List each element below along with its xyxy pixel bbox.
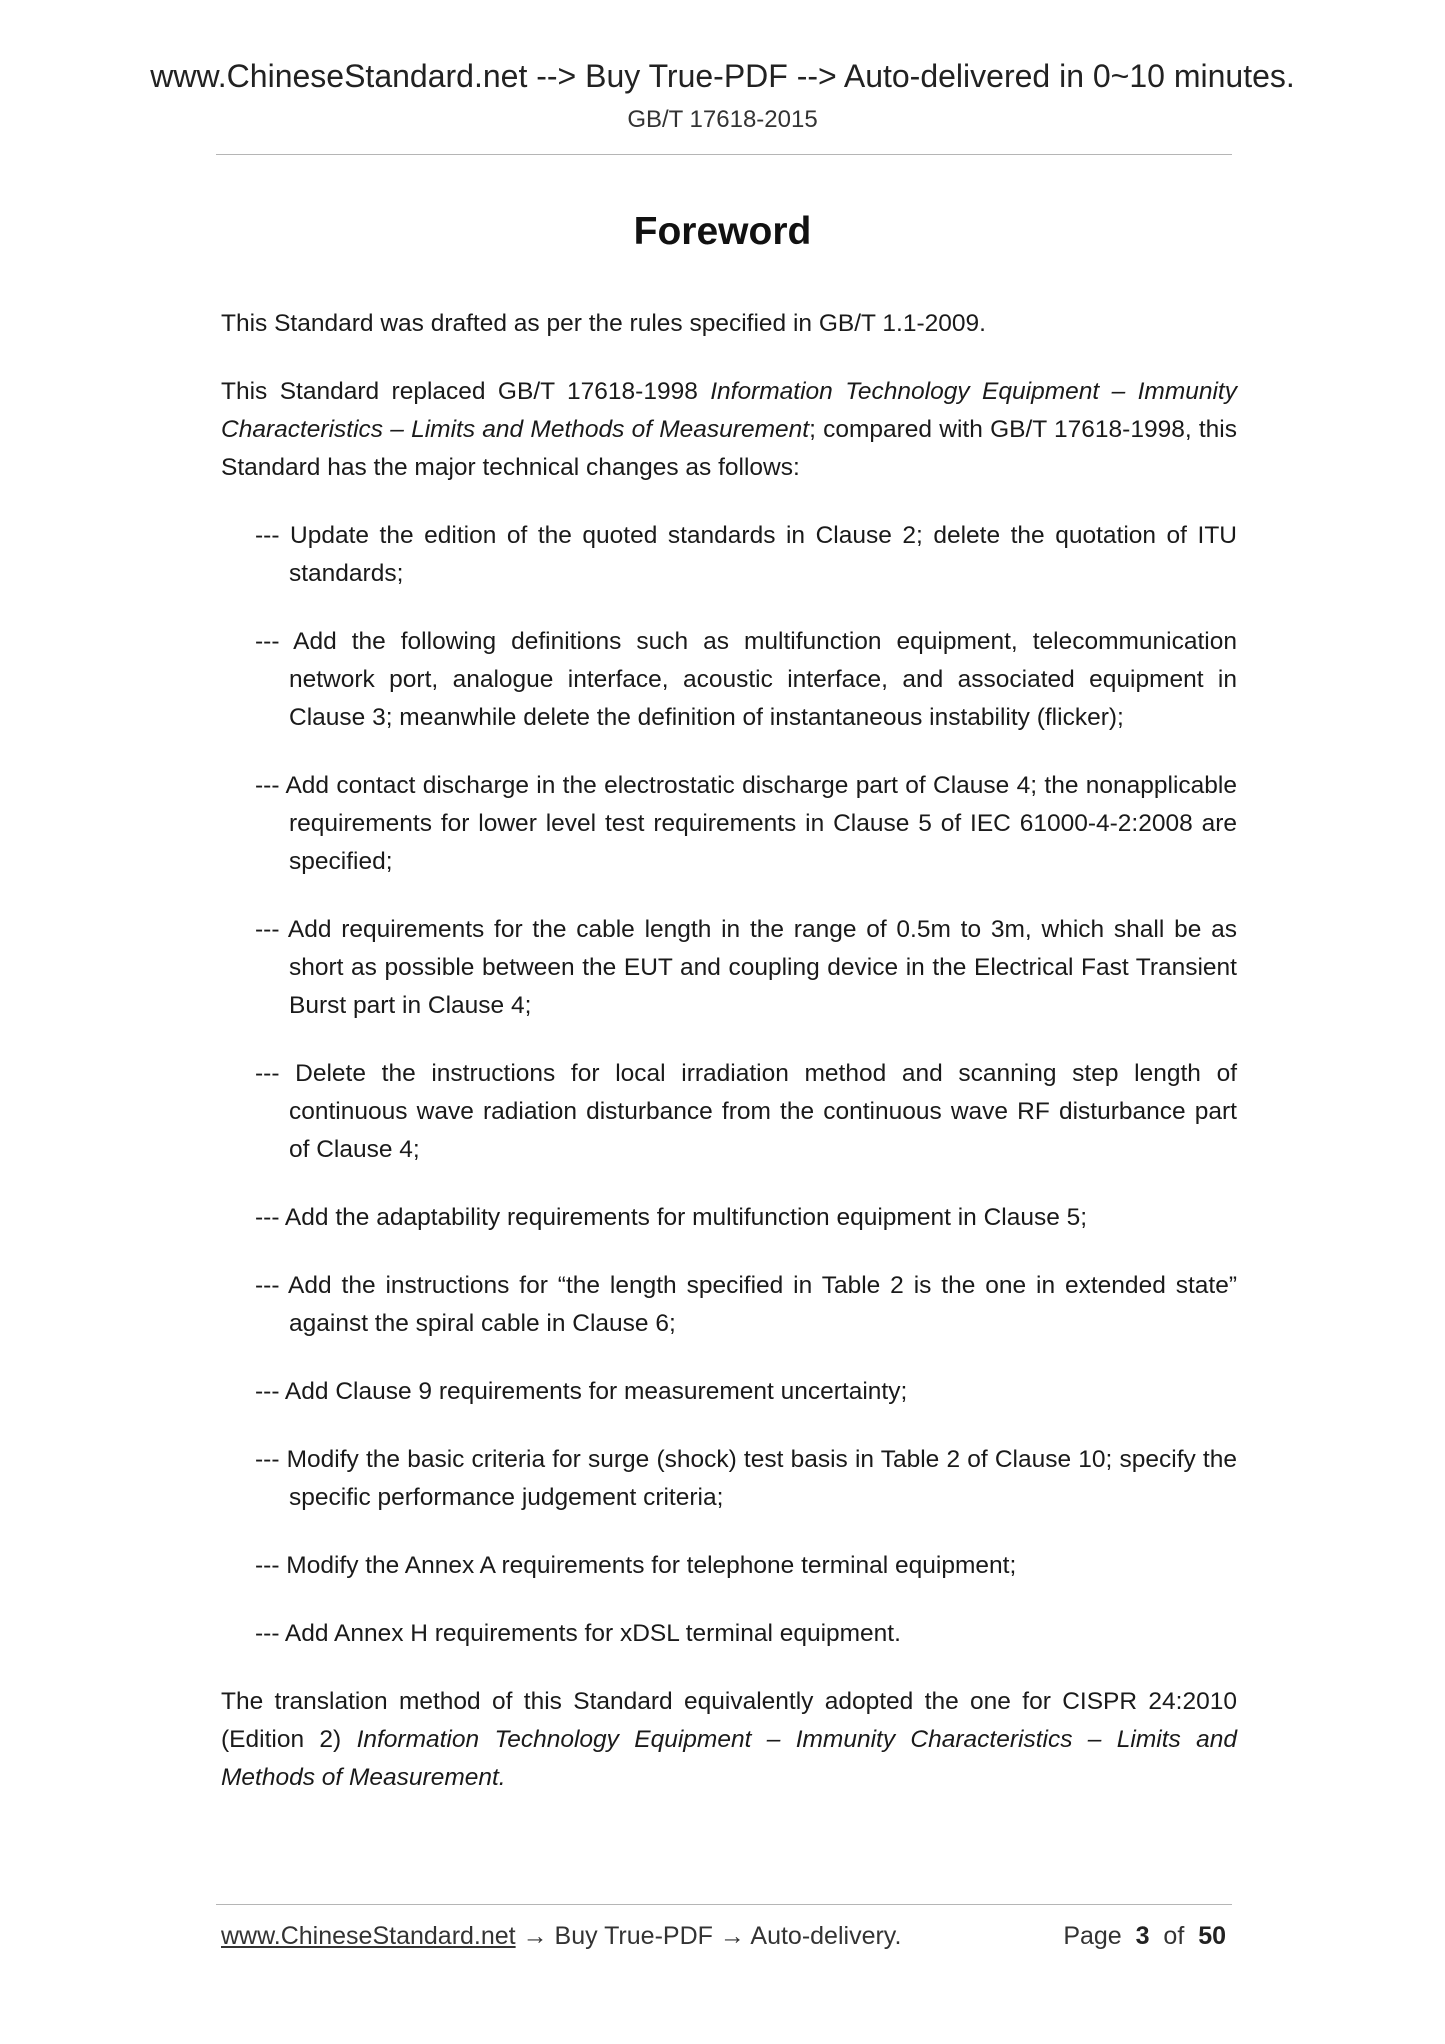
change-item: --- Delete the instructions for local irradiation method and scanning step length of continuous wave radiation disturbance from the continuous wave RF disturbance part of Clause 4; xyxy=(255,1060,1237,1163)
page-word: Page xyxy=(1063,1922,1122,1950)
change-item: --- Add Clause 9 requirements for measurement uncertainty; xyxy=(255,1378,908,1405)
footer-left xyxy=(221,1922,901,1951)
footer-promo-text: → Buy True-PDF → Auto-delivery. xyxy=(515,1922,902,1950)
total-pages: 50 xyxy=(1198,1922,1226,1950)
page-number xyxy=(1063,1922,1226,1951)
translation-standard-title: Information Technology Equipment – Immunity Characteristics – Limits and Methods of Measurement. xyxy=(221,1726,1237,1791)
of-word: of xyxy=(1163,1922,1185,1950)
change-item: --- Modify the basic criteria for surge (shock) test basis in Table 2 of Clause 10; specify the specific performance judgement criteria; xyxy=(255,1446,1237,1511)
change-item: --- Add the following definitions such as multifunction equipment, telecommunication network port, analogue interface, acoustic interface, and associated equipment in Clause 3; meanwhile delete the definition of instantaneous instability (flicker); xyxy=(255,628,1237,731)
change-item: --- Add the adaptability requirements for multifunction equipment in Clause 5; xyxy=(255,1204,1088,1231)
translation-text-pre: The translation method of this Standard equivalently adopted the one for CISPR 24:2010 (Edition 2) xyxy=(221,1688,1237,1753)
change-item: --- Add requirements for the cable length in the range of 0.5m to 3m, which shall be as short as possible between the EUT and coupling device in the Electrical Fast Transient Burst part in Clause 4; xyxy=(255,916,1237,1019)
change-item: --- Add Annex H requirements for xDSL terminal equipment. xyxy=(255,1620,901,1647)
replaced-text-pre: This Standard replaced GB/T 17618-1998 xyxy=(221,378,711,405)
change-item: --- Add the instructions for “the length specified in Table 2 is the one in extended state” against the spiral cable in Clause 6; xyxy=(255,1272,1237,1337)
intro-paragraph: This Standard was drafted as per the rules specified in GB/T 1.1-2009. xyxy=(221,310,986,337)
header-divider xyxy=(216,154,1232,155)
footer-divider xyxy=(216,1904,1232,1905)
document-body xyxy=(221,305,1237,1797)
replaced-standard-title: Information Technology Equipment – Immunity Characteristics – Limits and Methods of Measurement xyxy=(221,378,1237,443)
change-item: --- Update the edition of the quoted standards in Clause 2; delete the quotation of ITU standards; xyxy=(255,522,1237,587)
replaced-paragraph xyxy=(221,373,1237,487)
header-banner: www.ChineseStandard.net --> Buy True-PDF --> Auto-delivered in 0~10 minutes. xyxy=(150,58,1295,94)
change-item: --- Modify the Annex A requirements for telephone terminal equipment; xyxy=(255,1552,1017,1579)
change-item: --- Add contact discharge in the electrostatic discharge part of Clause 4; the nonapplicable requirements for lower level test requirements in Clause 5 of IEC 61000-4-2:2008 are specified; xyxy=(255,772,1237,875)
footer-website-link[interactable]: www.ChineseStandard.net xyxy=(221,1922,516,1950)
replaced-text-post: ; compared with GB/T 17618-1998, this Standard has the major technical changes as follows: xyxy=(221,416,1238,481)
standard-code: GB/T 17618-2015 xyxy=(627,106,818,133)
translation-paragraph xyxy=(221,1683,1237,1797)
current-page: 3 xyxy=(1135,1922,1150,1950)
page-title: Foreword xyxy=(633,210,812,253)
